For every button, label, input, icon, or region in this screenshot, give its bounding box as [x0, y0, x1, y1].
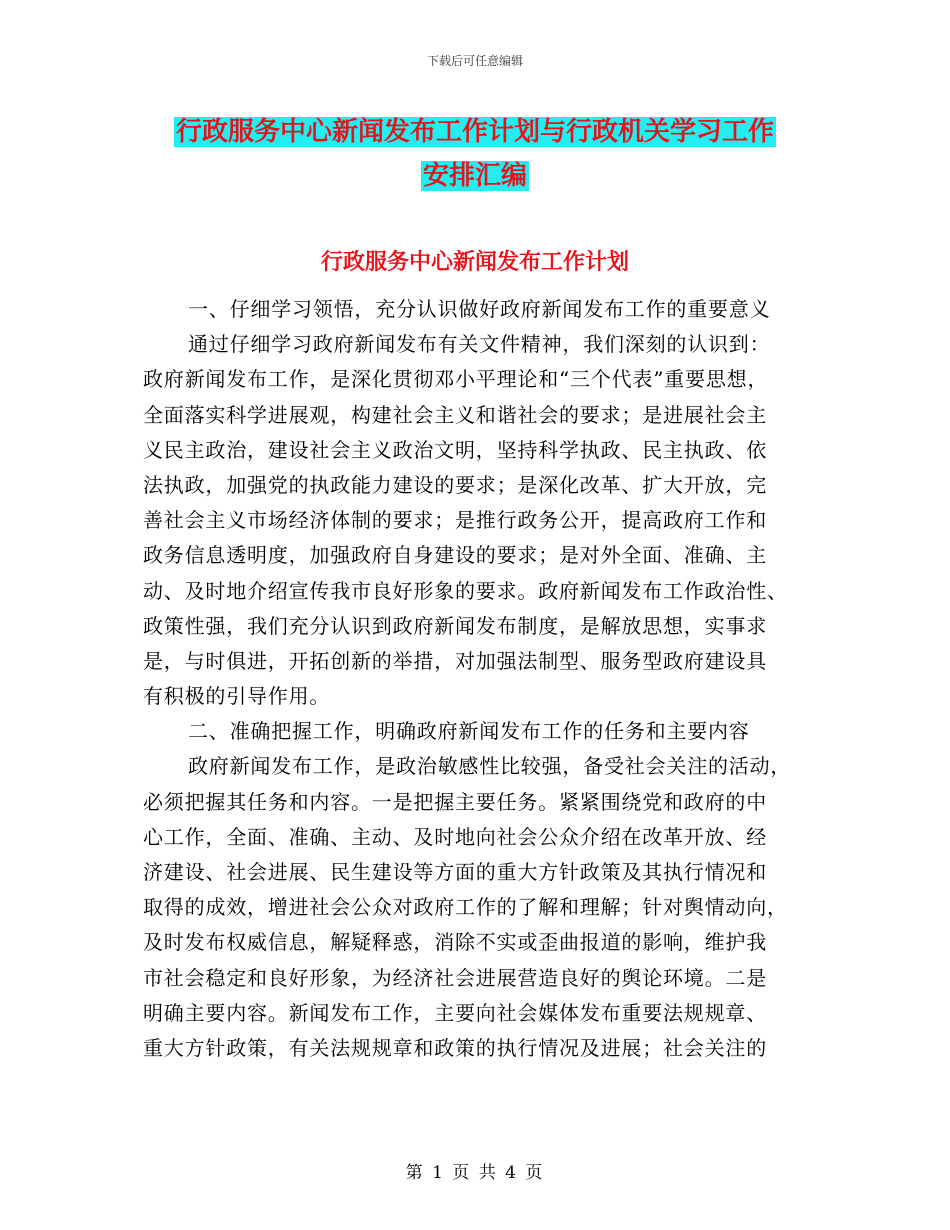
paragraph-line: 市社会稳定和良好形象，为经济社会进展营造良好的舆论环境。二是: [143, 965, 767, 990]
section-title: 行政服务中心新闻发布工作计划: [320, 250, 629, 275]
paragraph-line: 动、及时地介绍宣传我市良好形象的要求。政府新闻发布工作政治性、: [143, 578, 788, 603]
paragraph-line: 法执政，加强党的执政能力建设的要求；是深化改革、扩大开放，完: [143, 472, 767, 497]
paragraph-line: 有积极的引导作用。: [143, 684, 331, 709]
heading-1: 一、仔细学习领悟，充分认识做好政府新闻发布工作的重要意义: [188, 297, 771, 321]
paragraph-line: 取得的成效，增进社会公众对政府工作的了解和理解；针对舆情动向，: [143, 895, 788, 920]
paragraph-line: 心工作，全面、准确、主动、及时地向社会公众介绍在改革开放、经: [143, 824, 767, 849]
paragraph-line: 明确主要内容。新闻发布工作，主要向社会媒体发布重要法规规章、: [143, 1000, 767, 1025]
paragraph-line: 政务信息透明度，加强政府自身建设的要求；是对外全面、准确、主: [143, 543, 767, 568]
document-title-line-2: 安排汇编: [422, 161, 527, 191]
paragraph-line: 必须把握其任务和内容。一是把握主要任务。紧紧围绕党和政府的中: [143, 789, 767, 814]
paragraph-line: 及时发布权威信息，解疑释惑，消除不实或歪曲报道的影响，维护我: [143, 930, 767, 955]
paragraph-line: 义民主政治，建设社会主义政治文明，坚持科学执政、民主执政、依: [143, 437, 767, 462]
paragraph-line: 重大方针政策，有关法规规章和政策的执行情况及进展；社会关注的: [143, 1035, 767, 1060]
paragraph-line: 全面落实科学进展观，构建社会主义和谐社会的要求；是进展社会主: [143, 402, 767, 427]
paragraph-line: 善社会主义市场经济体制的要求；是推行政务公开，提高政府工作和: [143, 508, 767, 533]
paragraph-line: 政府新闻发布工作，是政治敏感性比较强，备受社会关注的活动，: [188, 754, 792, 779]
body-text: [143, 292, 803, 1066]
paragraph-line: 政府新闻发布工作，是深化贯彻邓小平理论和“三个代表”重要思想，: [143, 367, 769, 392]
paragraph-line: 通过仔细学习政府新闻发布有关文件精神，我们深刻的认识到：: [188, 332, 771, 357]
paragraph-line: 济建设、社会进展、民生建设等方面的重大方针政策及其执行情况和: [143, 860, 767, 884]
document-title-line-1: 行政服务中心新闻发布工作计划与行政机关学习工作: [175, 117, 774, 147]
header-note: 下载后可任意编辑: [426, 54, 523, 68]
paragraph-line: 政策性强，我们充分认识到政府新闻发布制度，是解放思想，实事求: [143, 613, 767, 638]
document-title: [0, 110, 950, 198]
paragraph-line: 是，与时俱进，开拓创新的举措，对加强法制型、服务型政府建设具: [143, 648, 767, 673]
heading-2: 二、准确把握工作，明确政府新闻发布工作的任务和主要内容: [188, 719, 750, 744]
page-number-footer: 第 1 页 共 4 页: [405, 1163, 545, 1183]
